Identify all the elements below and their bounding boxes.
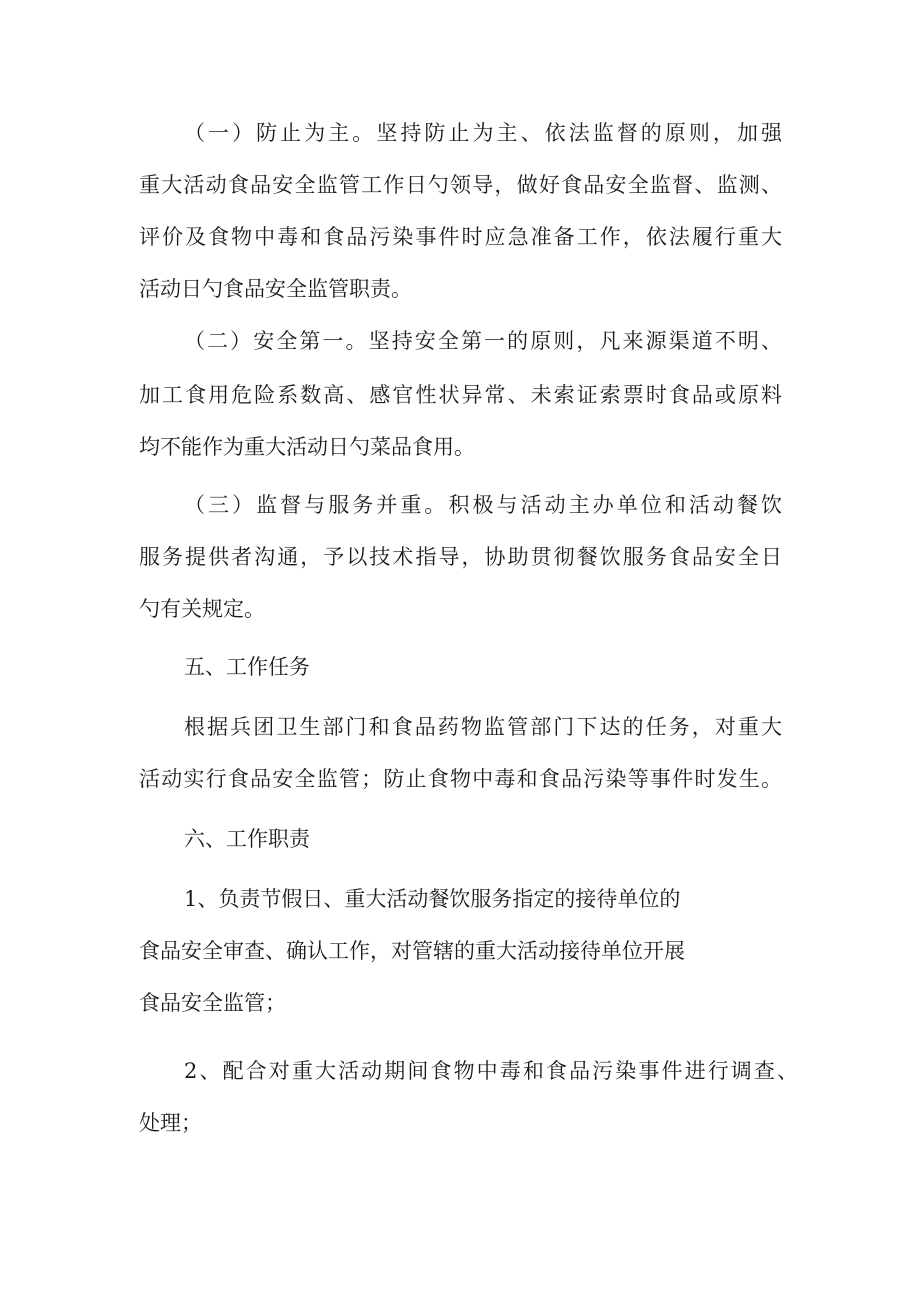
paragraph-2-line-2: 加工食用危险系数高、感官性状异常、未索证索票时食品或原料 xyxy=(139,383,782,407)
duty-1-line-1: 1、负责节假日、重大活动餐饮服务指定的接待单位的 xyxy=(184,887,681,911)
paragraph-1-line-4: 活动日勺食品安全监管职责。 xyxy=(139,277,412,301)
duty-1-line-3: 食品安全监管； xyxy=(139,991,286,1015)
duty-2-line-1: 2、配合对重大活动期间食物中毒和食品污染事件进行调查、 xyxy=(184,1059,798,1083)
duty-1-line-2: 食品安全审查、确认工作，对管辖的重大活动接待单位开展 xyxy=(139,939,685,963)
paragraph-3-line-3: 勺有关规定。 xyxy=(139,597,265,621)
paragraph-3-line-2: 服务提供者沟通，予以技术指导，协助贯彻餐饮服务食品安全日 xyxy=(139,545,782,569)
duty-2-line-2: 处理； xyxy=(139,1111,202,1135)
paragraph-1-line-1: （一）防止为主。坚持防止为主、依法监督的原则，加强 xyxy=(184,121,782,145)
paragraph-4-line-1: 根据兵团卫生部门和食品药物监管部门下达的任务，对重大 xyxy=(184,715,782,739)
paragraph-2-line-3: 均不能作为重大活动日勺菜品食用。 xyxy=(139,435,475,459)
section-heading-6: 六、工作职责 xyxy=(184,827,310,851)
paragraph-3-line-1: （三）监督与服务并重。积极与活动主办单位和活动餐饮 xyxy=(184,493,782,517)
paragraph-1-line-2: 重大活动食品安全监管工作日勺领导，做好食品安全监督、监测、 xyxy=(139,173,782,197)
paragraph-2-line-1: （二）安全第一。坚持安全第一的原则，凡来源渠道不明、 xyxy=(184,329,782,353)
paragraph-4-line-2: 活动实行食品安全监管；防止食物中毒和食品污染等事件时发生。 xyxy=(139,767,782,791)
section-heading-5: 五、工作任务 xyxy=(184,655,310,679)
paragraph-1-line-3: 评价及食物中毒和食品污染事件时应急准备工作，依法履行重大 xyxy=(139,225,782,249)
